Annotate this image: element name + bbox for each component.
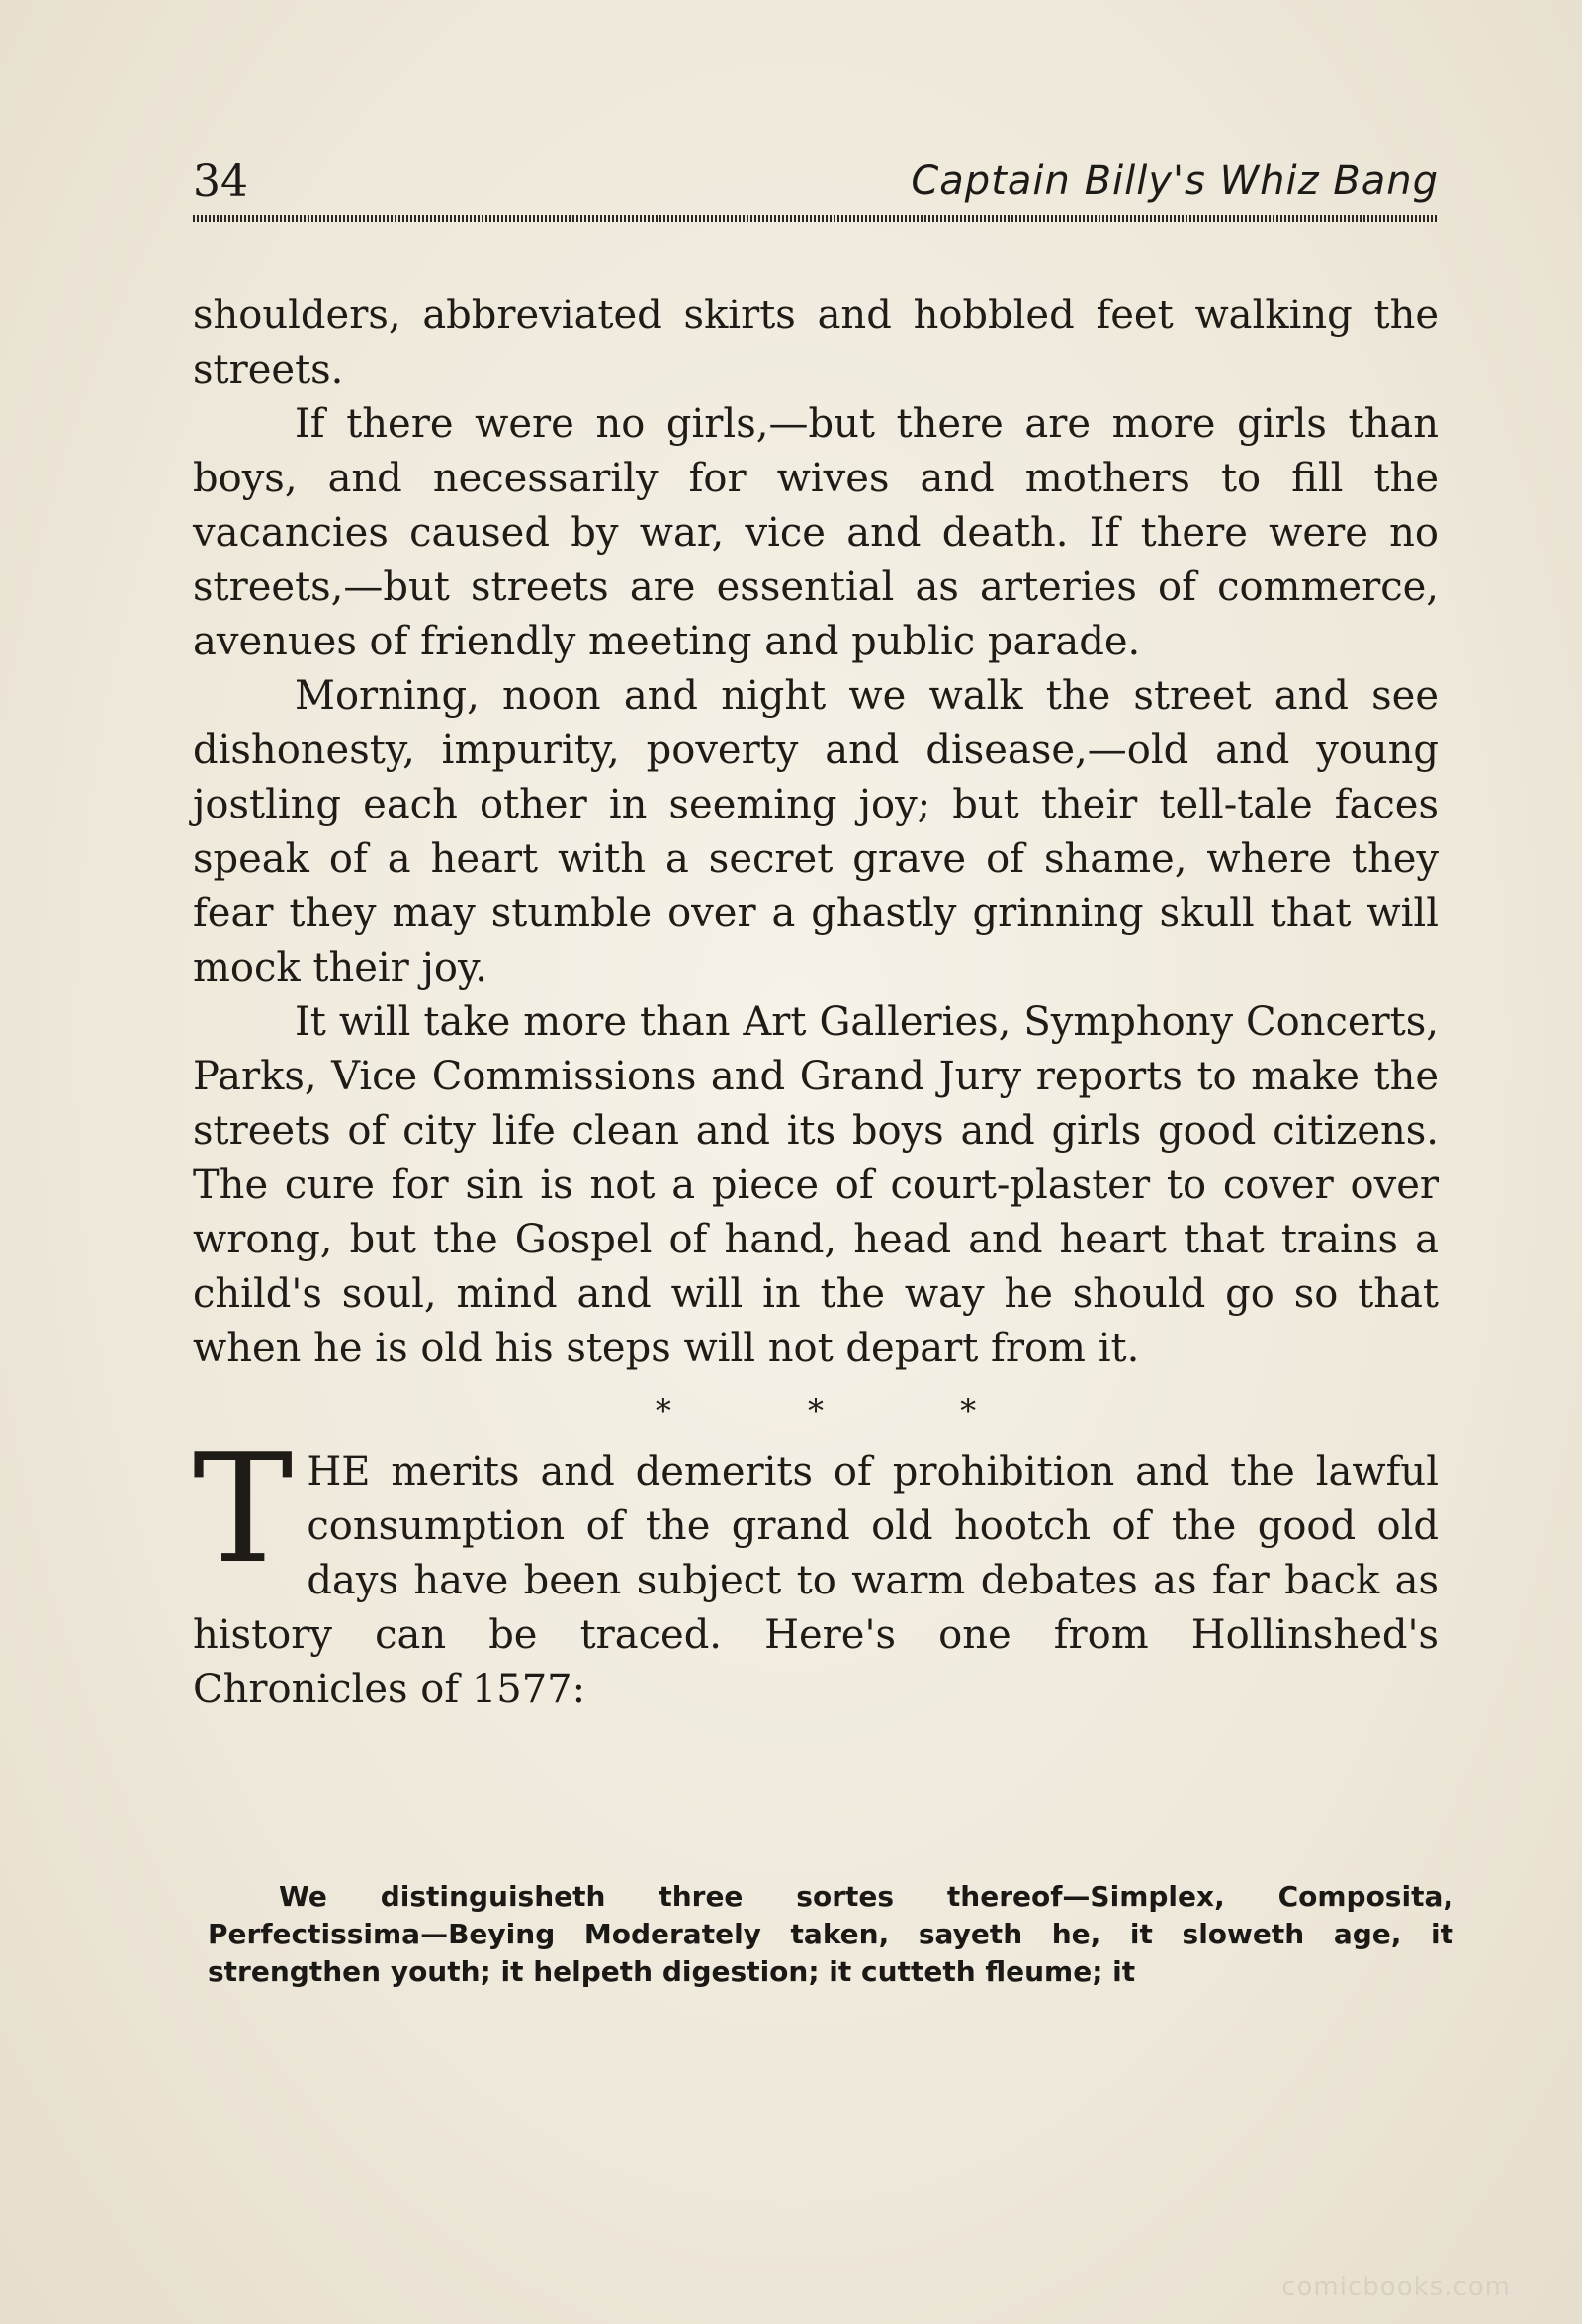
paragraph-1: shoulders, abbreviated skirts and hobbled feet walking the streets. (193, 293, 1439, 392)
paragraph-3: Morning, noon and night we walk the street and see dishonesty, impurity, poverty and disease,—old and young jostling each other in seeming joy; but their tell-tale faces speak of a heart with a secret grave of shame, where they fear they may stumble over a ghastly grinning skull that will mock their joy. (193, 673, 1439, 990)
article-body (193, 289, 1439, 1717)
watermark: comicbooks.com (1281, 2273, 1511, 2302)
paragraph-5 (193, 1421, 1439, 1717)
page-header (193, 148, 1439, 208)
paragraph-2: If there were no girls,—but there are more girls than boys, and necessarily for wives and mothers to fill the vacancies caused by war, vice and death. If there were no streets,—but streets are essential as arteries of commerce, avenues of friendly meeting and public parade. (193, 401, 1439, 664)
page-number: 34 (193, 156, 248, 207)
drop-cap: T (193, 1421, 294, 1596)
running-title: Captain Billy's Whiz Bang (911, 158, 1439, 204)
paragraph-5-text: HE merits and demerits of prohibition and the lawful consumption of the grand old hootch of the good old days have been subject to warm debates as far back as history can be traced. Here's one from Hollinshed's Chronicles of 1577: (193, 1449, 1439, 1712)
quoted-passage: We distinguisheth three sortes thereof—Simplex, Composita, Perfectissima—Beying Moderately taken, sayeth he, it sloweth age, it strengthen youth; it helpeth digestion; it cutteth fleume; it (208, 1880, 1453, 1988)
section-separator: * * * (655, 1392, 1040, 1429)
paragraph-4: It will take more than Art Galleries, Symphony Concerts, Parks, Vice Commissions and Grand Jury reports to make the streets of city life clean and its boys and girls good citizens. The cure for sin is not a piece of court-plaster to cover over wrong, but the Gospel of hand, head and heart that trains a child's soul, mind and will in the way he should go so that when he is old his steps will not depart from it. (193, 999, 1439, 1371)
header-rule (193, 215, 1439, 222)
